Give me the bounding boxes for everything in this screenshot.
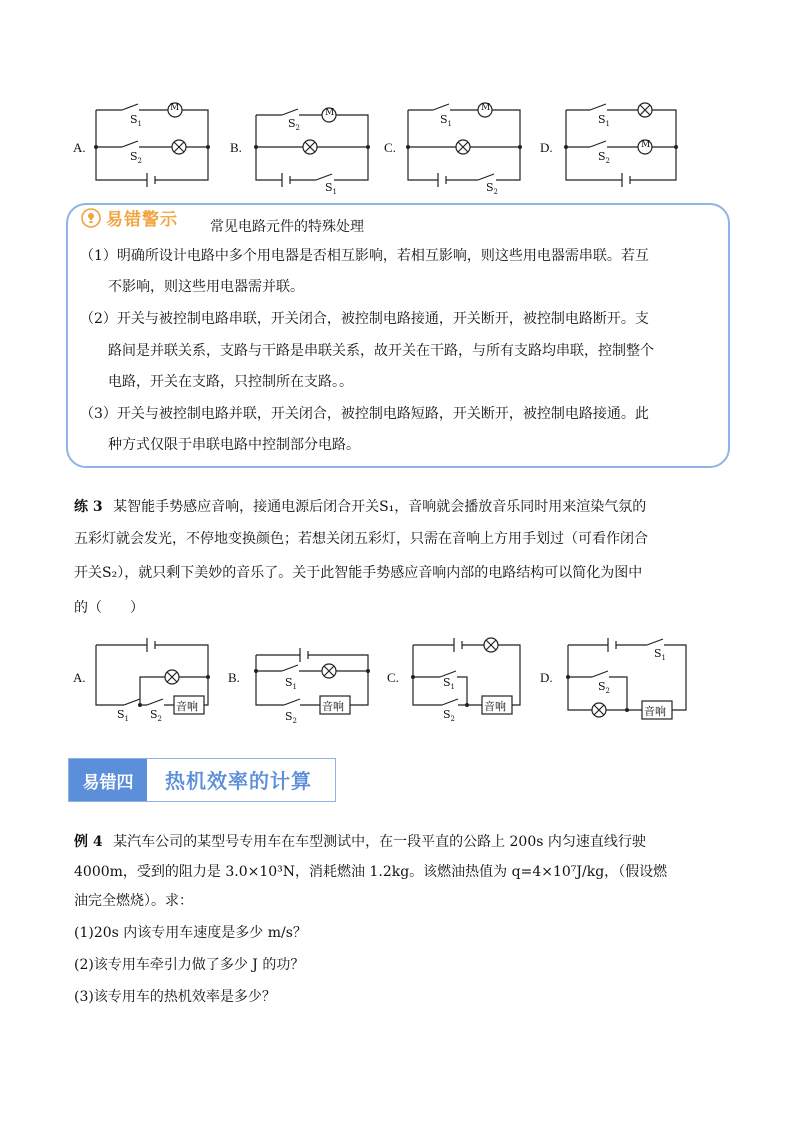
warning-line: （1）明确所设计电路中多个用电器是否相互影响，若相互影响，则这些用电器需串联。若互 [80,248,649,264]
section-header [68,758,336,802]
section-title: 热机效率的计算 [165,769,312,793]
option-a-label: A. [73,140,86,155]
exercise3-line: 开关S₂），就只剩下美妙的音乐了。关于此智能手势感应音响内部的电路结构可以简化为图中 [74,565,643,581]
warning-line: 路间是并联关系，支路与干路是串联关系，故开关在干路，与所有支路均串联，控制整个 [108,343,654,359]
option-d-label: D. [540,140,553,155]
switch-s2-label: $S_2$ [285,710,298,726]
switch-s2-label: $S_2$ [598,680,611,696]
motor-label: M [325,108,335,118]
warning-line: 不影响，则这些用电器需并联。 [108,279,304,295]
switch-s1-label: $S_1$ [117,708,130,724]
warning-title: 易错警示 [106,210,178,230]
switch-s1-label: $S_1$ [130,113,143,129]
warning-subtitle: 常见电路元件的特殊处理 [210,219,364,235]
warning-box [66,203,730,468]
switch-s1-label: $S_1$ [440,113,453,129]
exercise3-first-line [74,497,646,517]
warning-line: 种方式仅限于串联电路中控制部分电路。 [108,437,360,453]
example4-question: (2)该专用车牵引力做了多少 J 的功？ [74,957,305,973]
section-tag: 易错四 [69,759,147,801]
option-b-label: B. [230,140,242,155]
option-c-label: C. [384,140,396,155]
switch-s1-label: $S_1$ [285,676,298,692]
option-b-label: B. [228,670,240,685]
example4-label: 例 4 [74,834,103,850]
exercise3-text: 某智能手势感应音响，接通电源后闭合开关S₁，音响就会播放音乐同时用来渲染气氛的 [113,499,647,515]
option-c-label: C. [387,670,399,685]
motor-label: M [481,103,491,113]
switch-s1-label: $S_1$ [654,647,667,663]
lightbulb-icon [80,207,102,229]
switch-s2-label: $S_2$ [443,708,456,724]
switch-s2-label: $S_2$ [150,708,163,724]
example4-question: (3)该专用车的热机效率是多少？ [74,989,276,1005]
switch-s1-label: $S_1$ [598,113,611,129]
speaker-label: 音响 [484,700,506,713]
switch-s1-label: $S_1$ [443,676,456,692]
warning-header [80,205,178,230]
example4-line: 4000m，受到的阻力是 3.0×10³N，消耗燃油 1.2kg。该燃油热值为 q=4×10⁷J/kg，（假设燃 [74,864,668,880]
warning-line: （2）开关与被控制电路串联，开关闭合，被控制电路接通，开关断开，被控制电路断开。支 [80,311,649,327]
example4-line: 油完全燃烧）。求： [74,893,193,909]
switch-s2-label: $S_2$ [288,117,301,133]
motor-label: M [641,140,651,150]
warning-line: 电路，开关在支路，只控制所在支路。。 [108,374,353,390]
example4-text: 某汽车公司的某型号专用车在车型测试中，在一段平直的公路上 200s 内匀速直线行驶 [113,834,646,850]
example4-question: (1)20s 内该专用车速度是多少 m/s？ [74,925,307,941]
motor-label: M [170,103,180,113]
speaker-label: 音响 [176,700,198,713]
speaker-label: 音响 [644,705,666,718]
exercise3-line: 五彩灯就会发光，不停地变换颜色；若想关闭五彩灯，只需在音响上方用手划过（可看作闭合 [74,531,648,547]
option-d-label: D. [540,670,553,685]
switch-s2-label: $S_2$ [486,181,499,197]
warning-line: （3）开关与被控制电路并联，开关闭合，被控制电路短路，开关断开，被控制电路接通。此 [80,406,649,422]
exercise3-label: 练 3 [74,499,103,515]
speaker-label: 音响 [322,700,344,713]
example4-first-line [74,832,646,852]
option-a-label: A. [73,670,86,685]
exercise3-line: 的（ ） [74,600,144,616]
switch-s2-label: $S_2$ [598,150,611,166]
top-circuits-diagram [0,95,794,195]
switch-s1-label: $S_1$ [325,181,338,197]
switch-s2-label: $S_2$ [130,150,143,166]
